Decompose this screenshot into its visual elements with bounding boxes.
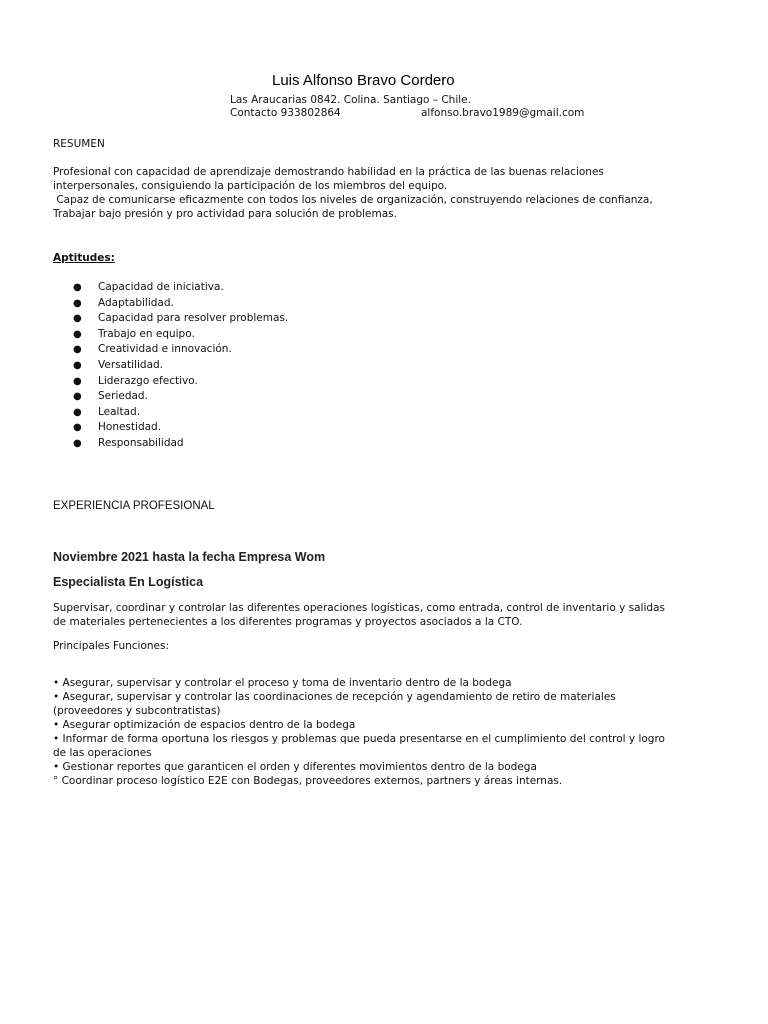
list-item	[53, 374, 288, 390]
aptitude-text: Seriedad.	[98, 390, 148, 403]
contact-line	[230, 107, 630, 119]
bullet-icon: ●	[73, 437, 82, 449]
bullet-icon: ●	[73, 297, 82, 309]
aptitude-text: Responsabilidad	[98, 436, 184, 449]
summary-line: Profesional con capacidad de aprendizaje demostrando habilidad en la práctica de las buenas relaciones	[53, 166, 604, 178]
aptitude-text: Capacidad para resolver problemas.	[98, 312, 289, 325]
bullet-icon: ●	[73, 359, 82, 371]
description-line: de materiales pertenecientes a los diferentes programas y proyectos asociados a la CTO.	[53, 616, 523, 628]
aptitudes-heading: Aptitudes:	[53, 252, 115, 264]
aptitude-text: Honestidad.	[98, 421, 162, 434]
email-address: alfonso.bravo1989@gmail.com	[421, 107, 585, 119]
job-description	[53, 601, 733, 629]
list-item: • Gestionar reportes que garanticen el orden y diferentes movimientos dentro de la bodega	[53, 761, 537, 773]
job-date-company: Noviembre 2021 hasta la fecha Empresa Wom	[53, 550, 326, 564]
aptitude-text: Versatilidad.	[98, 358, 164, 371]
list-item	[53, 358, 288, 374]
aptitude-text: Trabajo en equipo.	[98, 327, 195, 340]
bullet-icon: ●	[73, 391, 82, 403]
bullet-icon: ●	[73, 406, 82, 418]
list-item	[53, 280, 288, 296]
functions-list	[53, 676, 733, 788]
aptitude-text: Lealtad.	[98, 405, 141, 418]
list-item: • Asegurar, supervisar y controlar las coordinaciones de recepción y agendamiento de retiro de materiales	[53, 691, 616, 703]
list-item	[53, 420, 288, 436]
list-item: (proveedores y subcontratistas)	[53, 705, 221, 717]
phone-contact: Contacto 933802864	[230, 107, 341, 119]
bullet-icon: ●	[73, 375, 82, 387]
description-line: Supervisar, coordinar y controlar las diferentes operaciones logísticas, como entrada, control de inventario y salidas	[53, 602, 665, 614]
list-item	[53, 405, 288, 421]
aptitudes-list	[53, 280, 288, 452]
job-title: Especialista En Logística	[53, 575, 204, 589]
list-item: ° Coordinar proceso logístico E2E con Bodegas, proveedores externos, partners y áreas internas.	[53, 775, 563, 787]
list-item: • Asegurar optimización de espacios dentro de la bodega	[53, 719, 356, 731]
list-item	[53, 342, 288, 358]
list-item: de las operaciones	[53, 747, 152, 759]
bullet-icon: ●	[73, 282, 82, 293]
list-item	[53, 311, 288, 327]
bullet-icon: ●	[73, 313, 82, 325]
summary-line: Capaz de comunicarse eficazmente con todos los niveles de organización, construyendo relaciones de confianza,	[53, 194, 653, 206]
list-item	[53, 436, 288, 452]
list-item	[53, 389, 288, 405]
candidate-name: Luis Alfonso Bravo Cordero	[272, 72, 455, 89]
list-item: • Asegurar, supervisar y controlar el proceso y toma de inventario dentro de la bodega	[53, 677, 512, 689]
summary-heading: RESUMEN	[53, 138, 105, 150]
list-item	[53, 296, 288, 312]
summary-line: Trabajar bajo presión y pro actividad para solución de problemas.	[53, 208, 397, 220]
functions-heading: Principales Funciones:	[53, 640, 170, 652]
bullet-icon: ●	[73, 328, 82, 340]
bullet-icon: ●	[73, 344, 82, 356]
list-item: • Informar de forma oportuna los riesgos y problemas que pueda presentarse en el cumplimiento del control y logro	[53, 733, 665, 745]
summary-line: interpersonales, consiguiendo la participación de los miembros del equipo.	[53, 180, 448, 192]
aptitude-text: Liderazgo efectivo.	[98, 374, 198, 387]
summary-text	[53, 165, 733, 221]
bullet-icon: ●	[73, 422, 82, 434]
experience-heading: EXPERIENCIA PROFESIONAL	[53, 500, 215, 512]
list-item	[53, 327, 288, 343]
address: Las Araucarias 0842. Colina. Santiago – Chile.	[230, 94, 471, 106]
aptitude-text: Creatividad e innovación.	[98, 343, 232, 356]
aptitude-text: Capacidad de iniciativa.	[98, 281, 224, 293]
aptitude-text: Adaptabilidad.	[98, 296, 174, 309]
